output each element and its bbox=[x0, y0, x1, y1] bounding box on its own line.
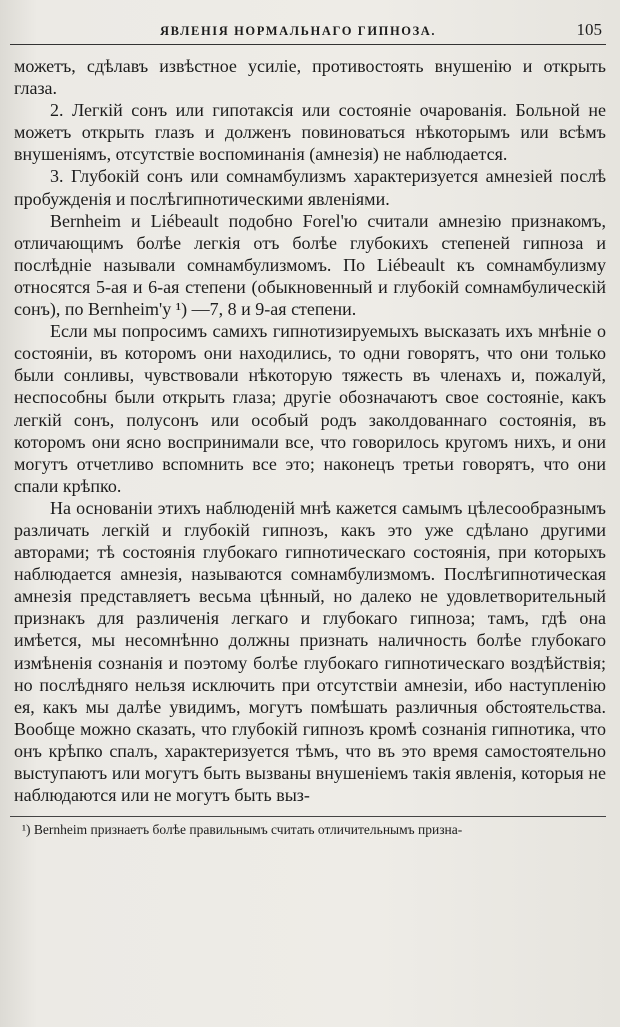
page-number: 105 bbox=[576, 20, 602, 39]
paragraph-bernheim: Bernheim и Liébeault подобно Forel'ю считали амнезію признакомъ, отличающимъ болѣе легкія отъ болѣе глубокихъ степеней гипноза и послѣдніе называли сомнамбулизмомъ. По Liébeault къ сомнамбулизму относятся 5-ая и 6-ая степени (обыкновенный и глубокій сомнамбулическій сонъ), по Bernheim'у ¹) —7, 8 и 9-ая степени. bbox=[14, 210, 606, 320]
paragraph-observations: На основаніи этихъ наблюденій мнѣ кажется самымъ цѣлесообразнымъ различать легкій и глубокій гипнозъ, какъ это уже сдѣлано другими авторами; тѣ состоянія глубокаго гипнотическаго состоянія, при которыхъ наблюдается амнезія, называются сомнамбулизмомъ. Послѣгипнотическая амнезія представляетъ весьма цѣнный, но далеко не удовлетворительный признакъ для различенія легкаго и глубокаго гипноза; тамъ, гдѣ она имѣется, мы несомнѣнно должны признать наличность болѣе глубокаго измѣненія сознанія и поэтому болѣе глубокаго гипнотическаго воздѣйствія; но послѣдняго нельзя исключить при отсутствіи амнезіи, ибо наступленію ея, какъ мы далѣе увидимъ, могутъ помѣшать различныя обстоятельства. Вообще можно сказать, что глубокій гипнозъ кромѣ сознанія гипнотика, что онъ крѣпко спалъ, характеризуется тѣмъ, что въ это время самостоятельно выступаютъ или могутъ быть вызваны внушеніемъ такія явленія, которыя не наблюдаются или не могутъ быть выз- bbox=[14, 497, 606, 806]
running-title: ЯВЛЕНІЯ НОРМАЛЬНАГО ГИПНОЗА. bbox=[160, 24, 437, 38]
paragraph-light-sleep: 2. Легкій сонъ или гипотаксія или состояніе очарованія. Больной не можетъ открыть глазъ и долженъ повиноваться нѣкоторымъ или всѣмъ внушеніямъ, отсутствіе воспоминанія (амнезія) не наблюдается. bbox=[14, 100, 606, 165]
paragraph-deep-sleep: 3. Глубокій сонъ или сомнамбулизмъ характеризуется амнезіей послѣ пробужденія и послѣгипнотическими явленіями. bbox=[14, 166, 606, 209]
footnote-divider bbox=[10, 816, 606, 817]
paragraph-continuation: можетъ, сдѣлавъ извѣстное усиліе, противостоять внушенію и открыть глаза. bbox=[14, 56, 606, 99]
footnote: ¹) Bernheim признаетъ болѣе правильнымъ считать отличительнымъ призна- bbox=[22, 822, 463, 838]
page-header bbox=[10, 20, 606, 45]
body-text bbox=[10, 55, 606, 806]
paragraph-subjects-opinion: Если мы попросимъ самихъ гипнотизируемыхъ высказать ихъ мнѣніе о состояніи, въ которомъ они находились, то одни говорятъ, что они только были сонливы, чувствовали нѣкоторую тяжесть въ членахъ и, пожалуй, неспособны были открыть глаза; другіе обозначаютъ свое состояніе, какъ легкій сонъ, полусонъ или особый родъ заколдованнаго состоянія, въ которомъ они ясно воспринимали все, что говорилось кругомъ нихъ, и они могутъ отчетливо вспомнить все это; наконецъ третьи говорятъ, что они спали крѣпко. bbox=[14, 321, 606, 496]
